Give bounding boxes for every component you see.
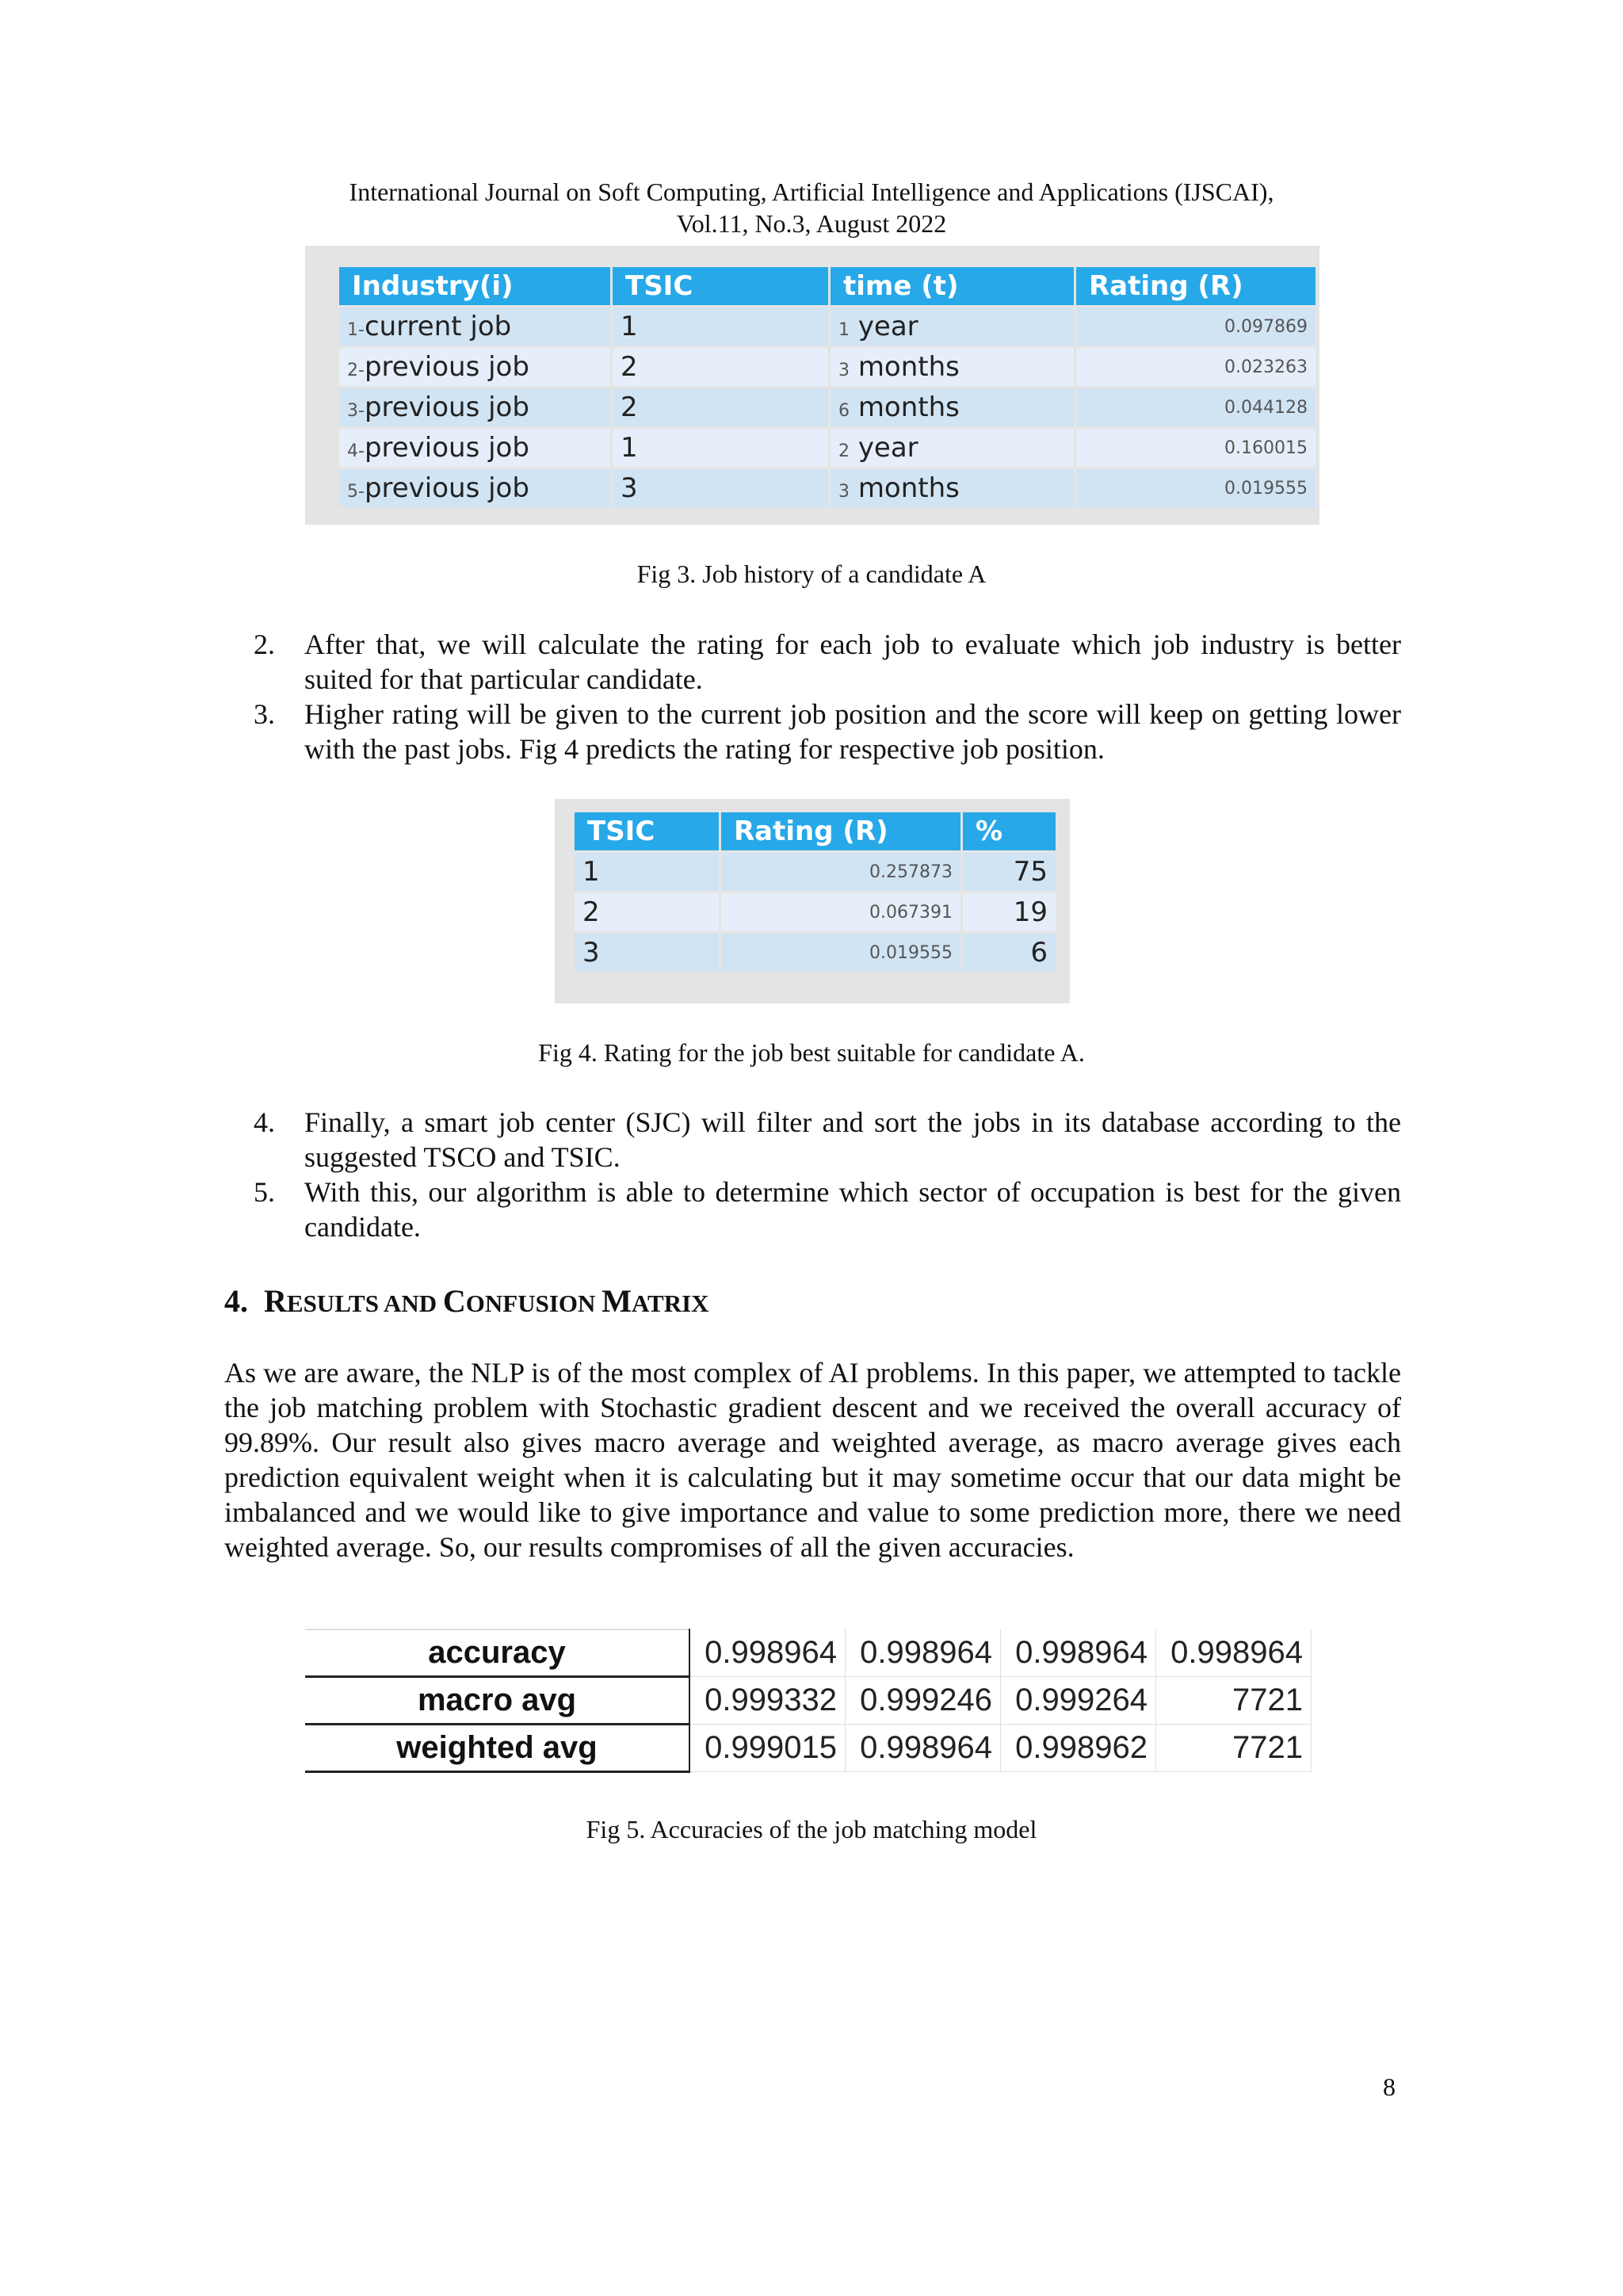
journal-title: International Journal on Soft Computing, Artificial Intelligence and Applications (IJSCAI),: [349, 178, 1274, 206]
accuracy-table: [305, 1629, 1312, 1773]
column-header: TSIC: [575, 812, 719, 850]
table-row: [575, 893, 1056, 931]
metric-value: 7721: [1156, 1677, 1312, 1725]
tsic-cell: 1: [575, 853, 719, 891]
figure-3-image: [305, 246, 1319, 525]
metric-value: 0.998964: [846, 1725, 1001, 1772]
rating-cell: 0.257873: [721, 853, 960, 891]
body-paragraph: As we are aware, the NLP is of the most complex of AI problems. In this paper, we attempted to tackle the job matching problem with Stochastic gradient descent and we received the overall accuracy of 99.89%. Our result also gives macro average and weighted average, as macro average gives each prediction equivalent weight when it is calculating but it may sometime occur that our data might be imbalanced and we would like to give importance and value to some prediction more, there we need weighted average. So, our results compromises of all the given accuracies.: [224, 1357, 1401, 1563]
journal-header: [0, 176, 1623, 239]
time-cell: 3 months: [831, 348, 1074, 386]
percent-cell: 75: [963, 853, 1056, 891]
table-row: [339, 429, 1316, 467]
table-row: [339, 469, 1316, 507]
tsic-cell: 2: [575, 893, 719, 931]
industry-cell: 5-previous job: [339, 469, 610, 507]
industry-cell: 4-previous job: [339, 429, 610, 467]
column-header: Industry(i): [339, 267, 610, 305]
list-item: 4. Finally, a smart job center (SJC) will filter and sort the jobs in its database according to the suggested TSCO and TSIC.: [254, 1106, 1401, 1173]
time-cell: 2 year: [831, 429, 1074, 467]
column-header: %: [963, 812, 1056, 850]
job-history-table: [337, 265, 1318, 510]
table-row: [575, 934, 1056, 972]
figure-4-caption: Fig 4. Rating for the job best suitable for candidate A.: [538, 1038, 1085, 1067]
percent-cell: 19: [963, 893, 1056, 931]
rating-cell: 0.019555: [721, 934, 960, 972]
figure-5-image: [305, 1629, 1319, 1779]
column-header: Rating (R): [1076, 267, 1316, 305]
rating-cell: 0.067391: [721, 893, 960, 931]
table-row: [339, 348, 1316, 386]
metric-value: 0.999264: [1001, 1677, 1156, 1725]
rating-cell: 0.160015: [1076, 429, 1316, 467]
metric-label: weighted avg: [305, 1725, 689, 1772]
industry-cell: 3-previous job: [339, 388, 610, 426]
metric-label: accuracy: [305, 1629, 689, 1677]
metric-value: 0.999332: [689, 1677, 846, 1725]
table-header-row: [575, 812, 1056, 850]
table-row: [305, 1629, 1312, 1677]
section-heading: 4. RESULTS AND CONFUSION MATRIX: [224, 1283, 709, 1319]
column-header: Rating (R): [721, 812, 960, 850]
metric-value: 0.999246: [846, 1677, 1001, 1725]
tsic-cell: 1: [613, 308, 828, 346]
figure-5-caption: Fig 5. Accuracies of the job matching model: [586, 1815, 1037, 1843]
page-number: 8: [1383, 2073, 1396, 2101]
table-row: [305, 1725, 1312, 1772]
column-header: TSIC: [613, 267, 828, 305]
figure-3-caption: Fig 3. Job history of a candidate A: [636, 560, 987, 588]
metric-value: 0.998964: [1156, 1629, 1312, 1677]
tsic-cell: 3: [613, 469, 828, 507]
list-item: 2. After that, we will calculate the rating for each job to evaluate which job industry is better suited for that particular candidate.: [254, 628, 1401, 695]
metric-value: 0.998962: [1001, 1725, 1156, 1772]
table-row: [339, 308, 1316, 346]
rating-cell: 0.044128: [1076, 388, 1316, 426]
tsic-cell: 2: [613, 388, 828, 426]
table-row: [575, 853, 1056, 891]
percent-cell: 6: [963, 934, 1056, 972]
figure-4-image: [555, 799, 1070, 1003]
list-item: 5. With this, our algorithm is able to determine which sector of occupation is best for the given candidate.: [254, 1176, 1401, 1243]
tsic-cell: 1: [613, 429, 828, 467]
rating-table: [572, 810, 1058, 974]
metric-label: macro avg: [305, 1677, 689, 1725]
table-header-row: [339, 267, 1316, 305]
rating-cell: 0.019555: [1076, 469, 1316, 507]
time-cell: 3 months: [831, 469, 1074, 507]
metric-value: 0.999015: [689, 1725, 846, 1772]
table-row: [305, 1677, 1312, 1725]
list-item: 3. Higher rating will be given to the current job position and the score will keep on getting lower with the past jobs. Fig 4 predicts the rating for respective job position.: [254, 698, 1401, 765]
metric-value: 7721: [1156, 1725, 1312, 1772]
tsic-cell: 3: [575, 934, 719, 972]
rating-cell: 0.097869: [1076, 308, 1316, 346]
column-header: time (t): [831, 267, 1074, 305]
table-row: [339, 388, 1316, 426]
industry-cell: 2-previous job: [339, 348, 610, 386]
numbered-list-a: [254, 627, 1401, 766]
metric-value: 0.998964: [846, 1629, 1001, 1677]
journal-volume: Vol.11, No.3, August 2022: [676, 209, 947, 238]
numbered-list-b: [254, 1105, 1401, 1244]
time-cell: 1 year: [831, 308, 1074, 346]
metric-value: 0.998964: [689, 1629, 846, 1677]
tsic-cell: 2: [613, 348, 828, 386]
industry-cell: 1-current job: [339, 308, 610, 346]
rating-cell: 0.023263: [1076, 348, 1316, 386]
time-cell: 6 months: [831, 388, 1074, 426]
metric-value: 0.998964: [1001, 1629, 1156, 1677]
